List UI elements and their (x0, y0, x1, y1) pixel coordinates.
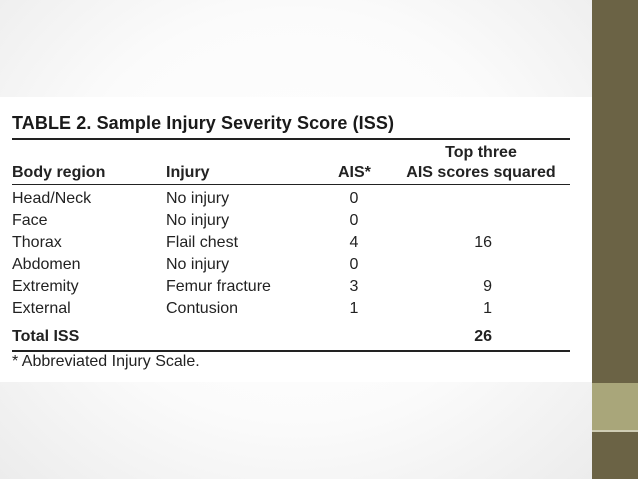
row-ais: 0 (349, 256, 359, 273)
row-injury: Flail chest (166, 234, 239, 251)
total-iss-label: Total ISS (12, 328, 80, 345)
row-ais: 4 (349, 234, 359, 251)
header-top-three-line1: Top three (445, 144, 517, 161)
row-region: Extremity (12, 278, 79, 295)
header-body-region: Body region (12, 164, 106, 181)
side-bar-accent-block (592, 383, 638, 430)
row-ais: 1 (349, 300, 359, 317)
row-ais: 3 (349, 278, 359, 295)
table-title: TABLE 2. Sample Injury Severity Score (ISS) (12, 113, 395, 133)
row-ais: 0 (349, 212, 359, 229)
side-bar-accent-edge (592, 430, 638, 432)
row-injury: No injury (166, 190, 230, 207)
row-ais: 0 (349, 190, 359, 207)
row-top-three: 1 (483, 300, 492, 317)
table-top-rule (12, 138, 570, 140)
row-region: Thorax (12, 234, 62, 251)
row-injury: No injury (166, 212, 230, 229)
row-injury: Contusion (166, 300, 239, 317)
row-region: Face (12, 212, 48, 229)
slide-side-bar (592, 0, 638, 479)
row-region: Head/Neck (12, 190, 92, 207)
row-region: Abdomen (12, 256, 81, 273)
table-footnote: * Abbreviated Injury Scale. (12, 353, 200, 370)
total-iss-value: 26 (474, 328, 492, 345)
row-top-three: 16 (474, 234, 492, 251)
row-injury: Femur fracture (166, 278, 271, 295)
header-top-three-line2: AIS scores squared (406, 164, 556, 181)
table-bottom-rule (12, 350, 570, 352)
row-region: External (12, 300, 71, 317)
table-header-rule (12, 184, 570, 185)
header-injury: Injury (166, 164, 210, 181)
header-ais: AIS* (338, 164, 371, 181)
row-injury: No injury (166, 256, 230, 273)
row-top-three: 9 (483, 278, 492, 295)
